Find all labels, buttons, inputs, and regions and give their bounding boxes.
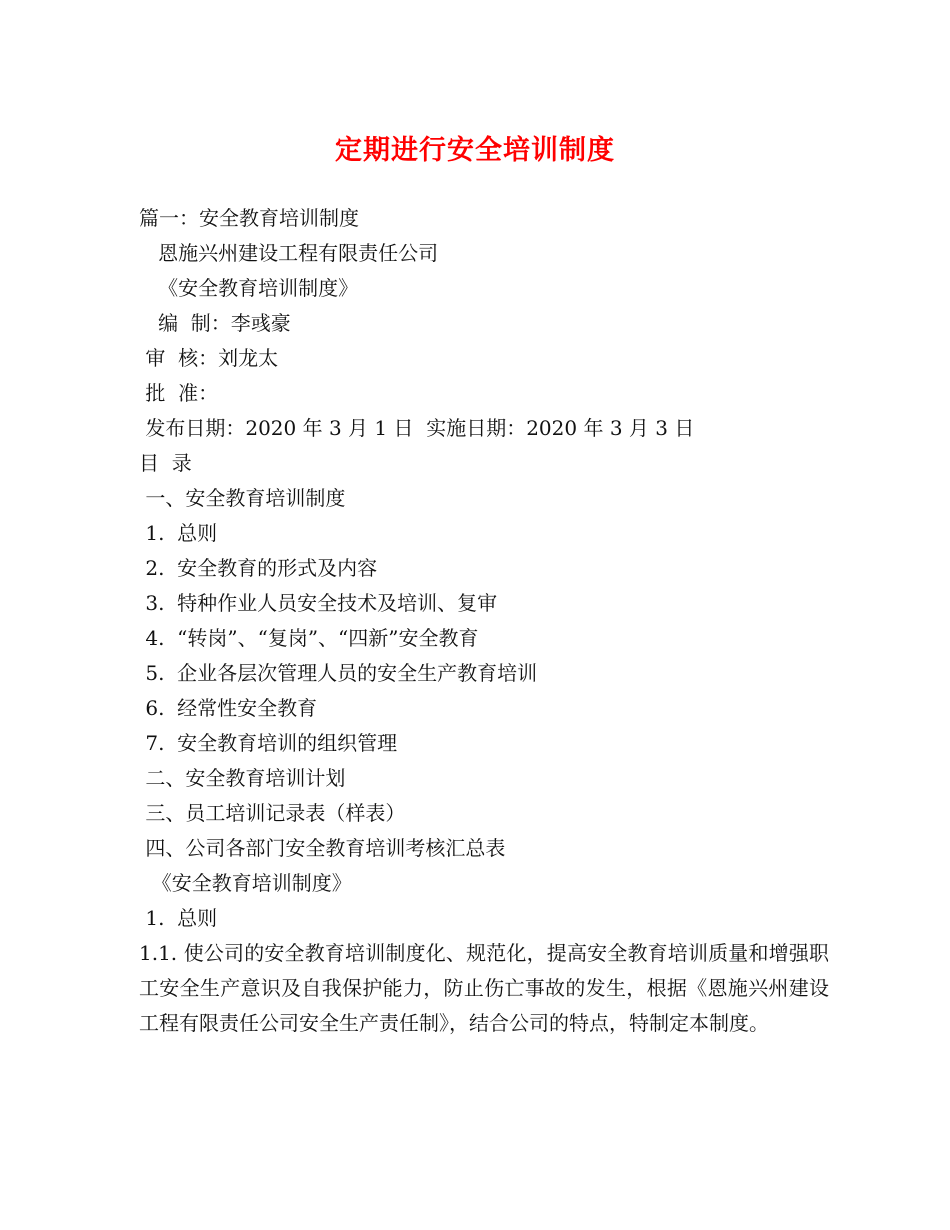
approved-by: 批 准： — [139, 381, 219, 405]
compiled-by: 编 制：李彧豪 — [139, 311, 291, 335]
toc-item: 3. 特种作业人员安全技术及培训、复审 — [139, 591, 498, 615]
toc-item: 二、安全教育培训计划 — [139, 766, 346, 790]
section-heading: 篇一：安全教育培训制度 — [139, 206, 359, 230]
dates-line: 发布日期：2020 年 3 月 1 日 实施日期：2020 年 3 月 3 日 — [139, 416, 695, 440]
toc-item: 1. 总则 — [139, 521, 218, 545]
toc-item: 5. 企业各层次管理人员的安全生产教育培训 — [139, 661, 538, 685]
reviewed-by: 审 核：刘龙太 — [139, 346, 279, 370]
chapter-heading: 1. 总则 — [139, 906, 218, 930]
document-title: 定期进行安全培训制度 — [335, 135, 615, 166]
toc-item: 6. 经常性安全教育 — [139, 696, 318, 720]
toc-item: 2. 安全教育的形式及内容 — [139, 556, 378, 580]
toc-item: 三、员工培训记录表（样表） — [139, 801, 406, 825]
document-name-repeat: 《安全教育培训制度》 — [139, 871, 352, 895]
toc-item: 一、安全教育培训制度 — [139, 486, 346, 510]
toc-item: 7. 安全教育培训的组织管理 — [139, 731, 398, 755]
company-name: 恩施兴州建设工程有限责任公司 — [139, 241, 439, 265]
toc-item: 4. “转岗”、“复岗”、“四新”安全教育 — [139, 626, 479, 650]
toc-heading: 目 录 — [139, 451, 192, 475]
document-name: 《安全教育培训制度》 — [139, 276, 359, 300]
body-paragraph: 1.1. 使公司的安全教育培训制度化、规范化，提高安全教育培训质量和增强职工安全生产意识及自我保护能力，防止伤亡事故的发生，根据《恩施兴州建设工程有限责任公司安全生产责任制》，结合公司的特点，特制定本制度。 — [139, 941, 829, 1035]
toc-item: 四、公司各部门安全教育培训考核汇总表 — [139, 836, 506, 860]
document-body — [139, 201, 829, 1041]
